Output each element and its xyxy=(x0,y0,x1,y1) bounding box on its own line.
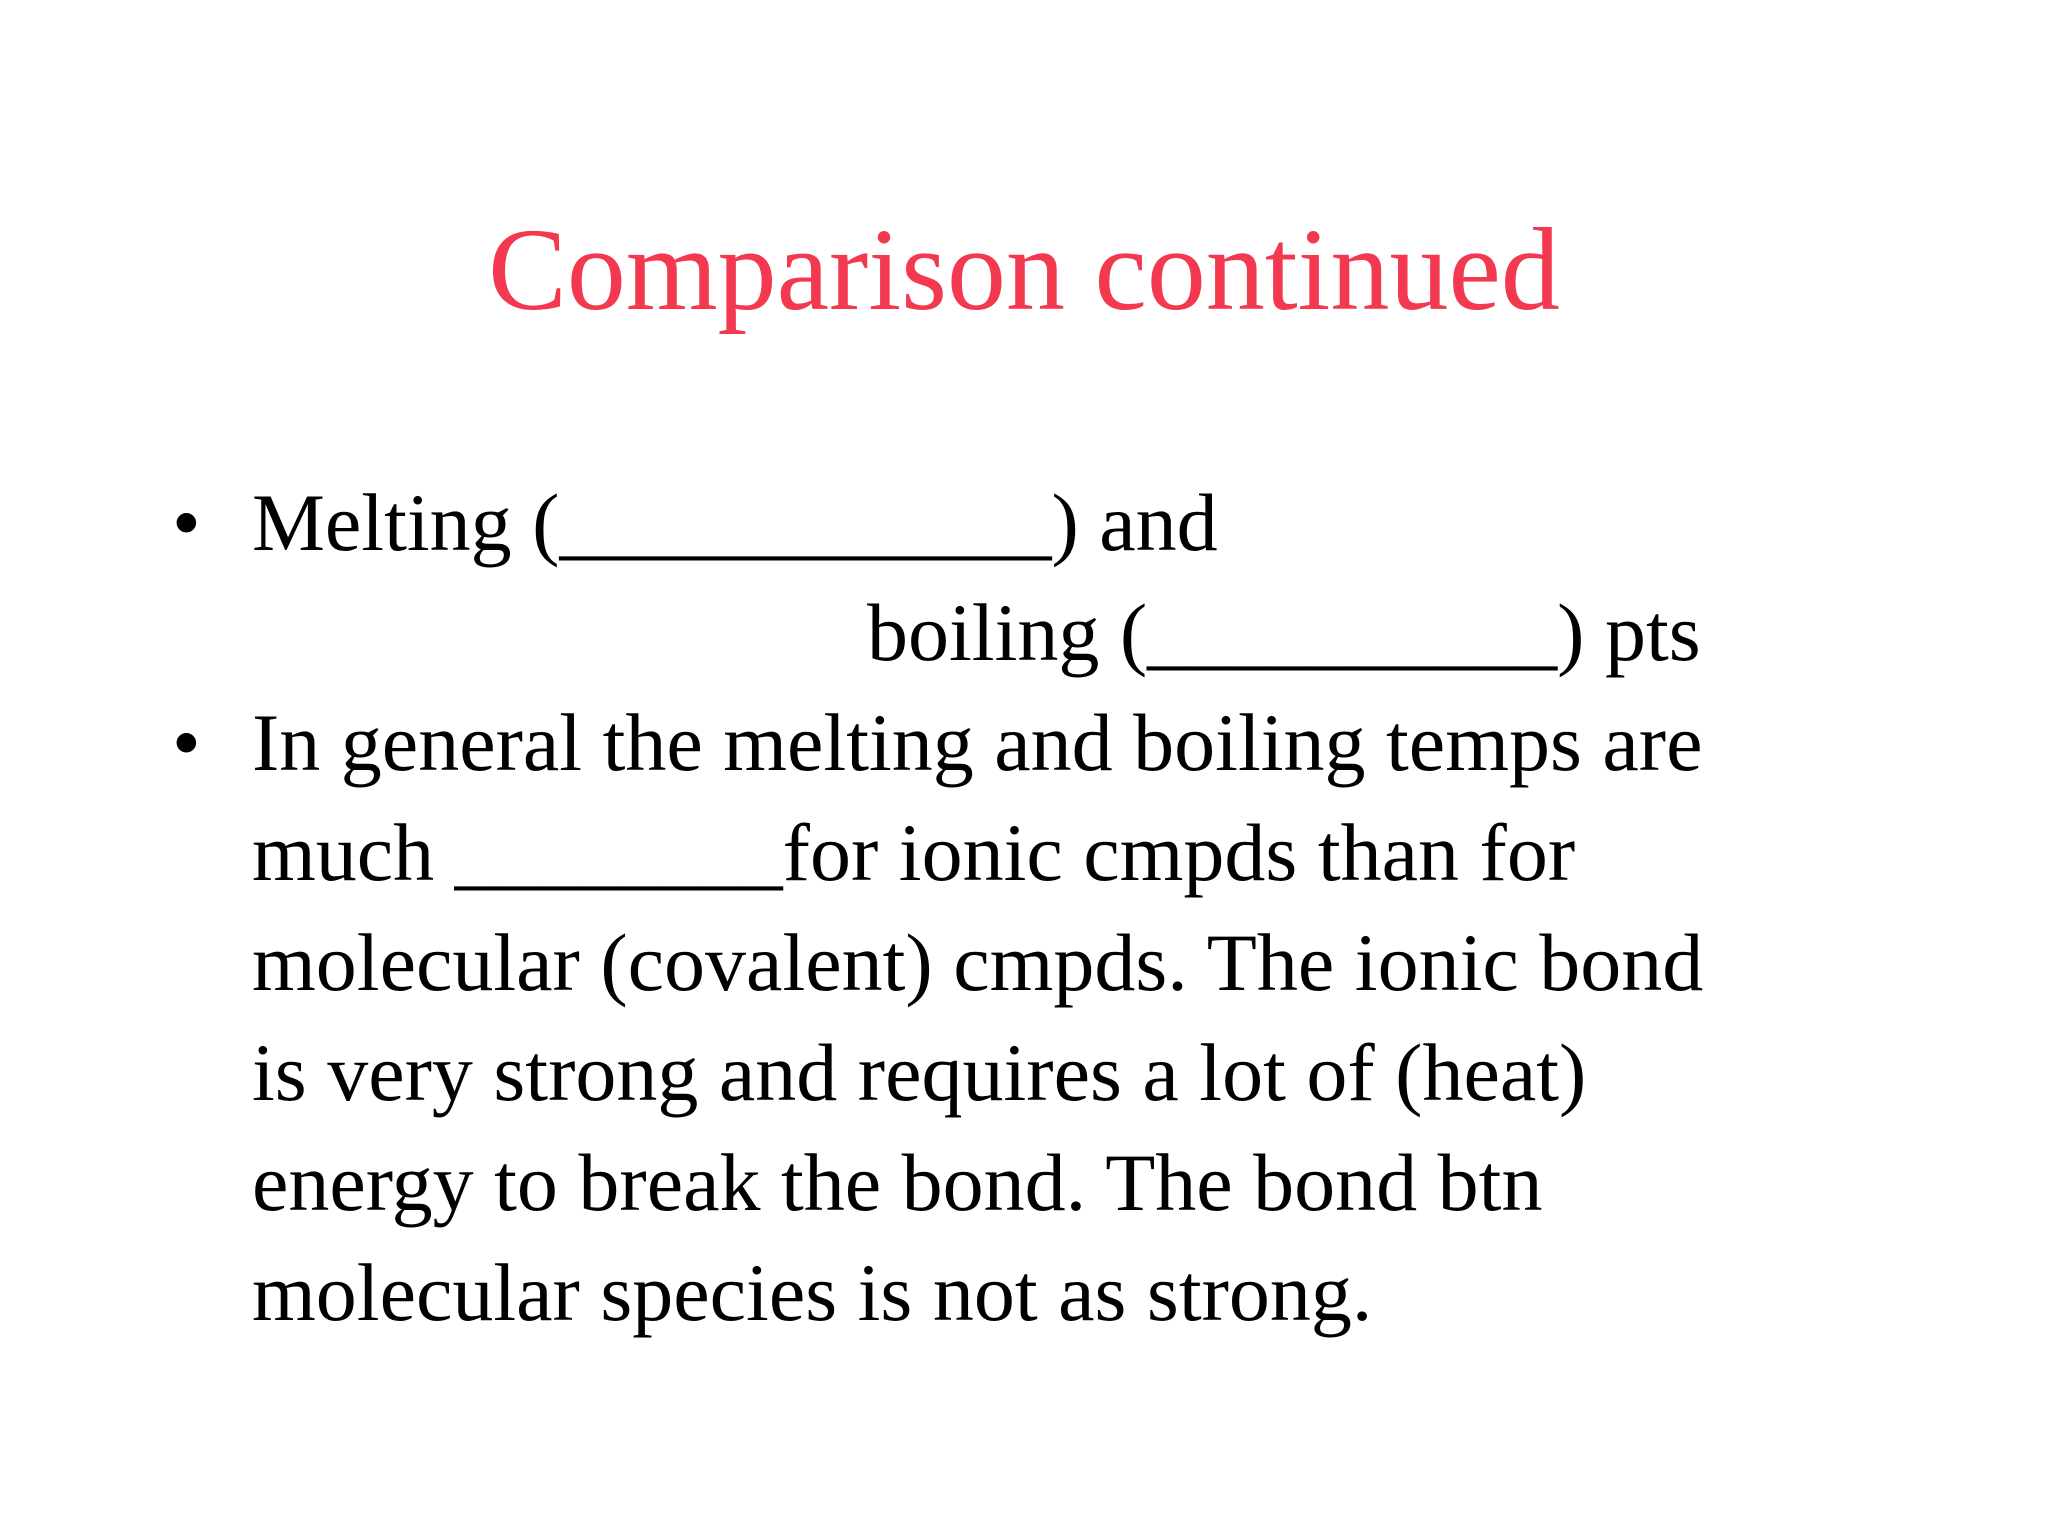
bullet-item-general xyxy=(172,688,1932,1348)
bullet-line: In general the melting and boiling temps are xyxy=(252,697,1703,788)
bullet-line: is very strong and requires a lot of (heat) xyxy=(252,1027,1587,1118)
bullet-line: much ________for ionic cmpds than for xyxy=(252,807,1576,898)
bullet-dot-icon: • xyxy=(172,477,201,568)
bullet-line: molecular (covalent) cmpds. The ionic bond xyxy=(252,917,1704,1008)
bullet-list xyxy=(172,468,1932,1348)
bullet-line: energy to break the bond. The bond btn xyxy=(252,1137,1543,1228)
slide-title: Comparison continued xyxy=(488,204,1560,335)
bullet-dot-icon: • xyxy=(172,697,201,788)
bullet-line: boiling (__________) pts xyxy=(867,587,1701,678)
bullet-line: Melting (____________) and xyxy=(252,477,1218,568)
bullet-line: molecular species is not as strong. xyxy=(252,1247,1373,1338)
bullet-item-melting-boiling xyxy=(172,468,1932,688)
